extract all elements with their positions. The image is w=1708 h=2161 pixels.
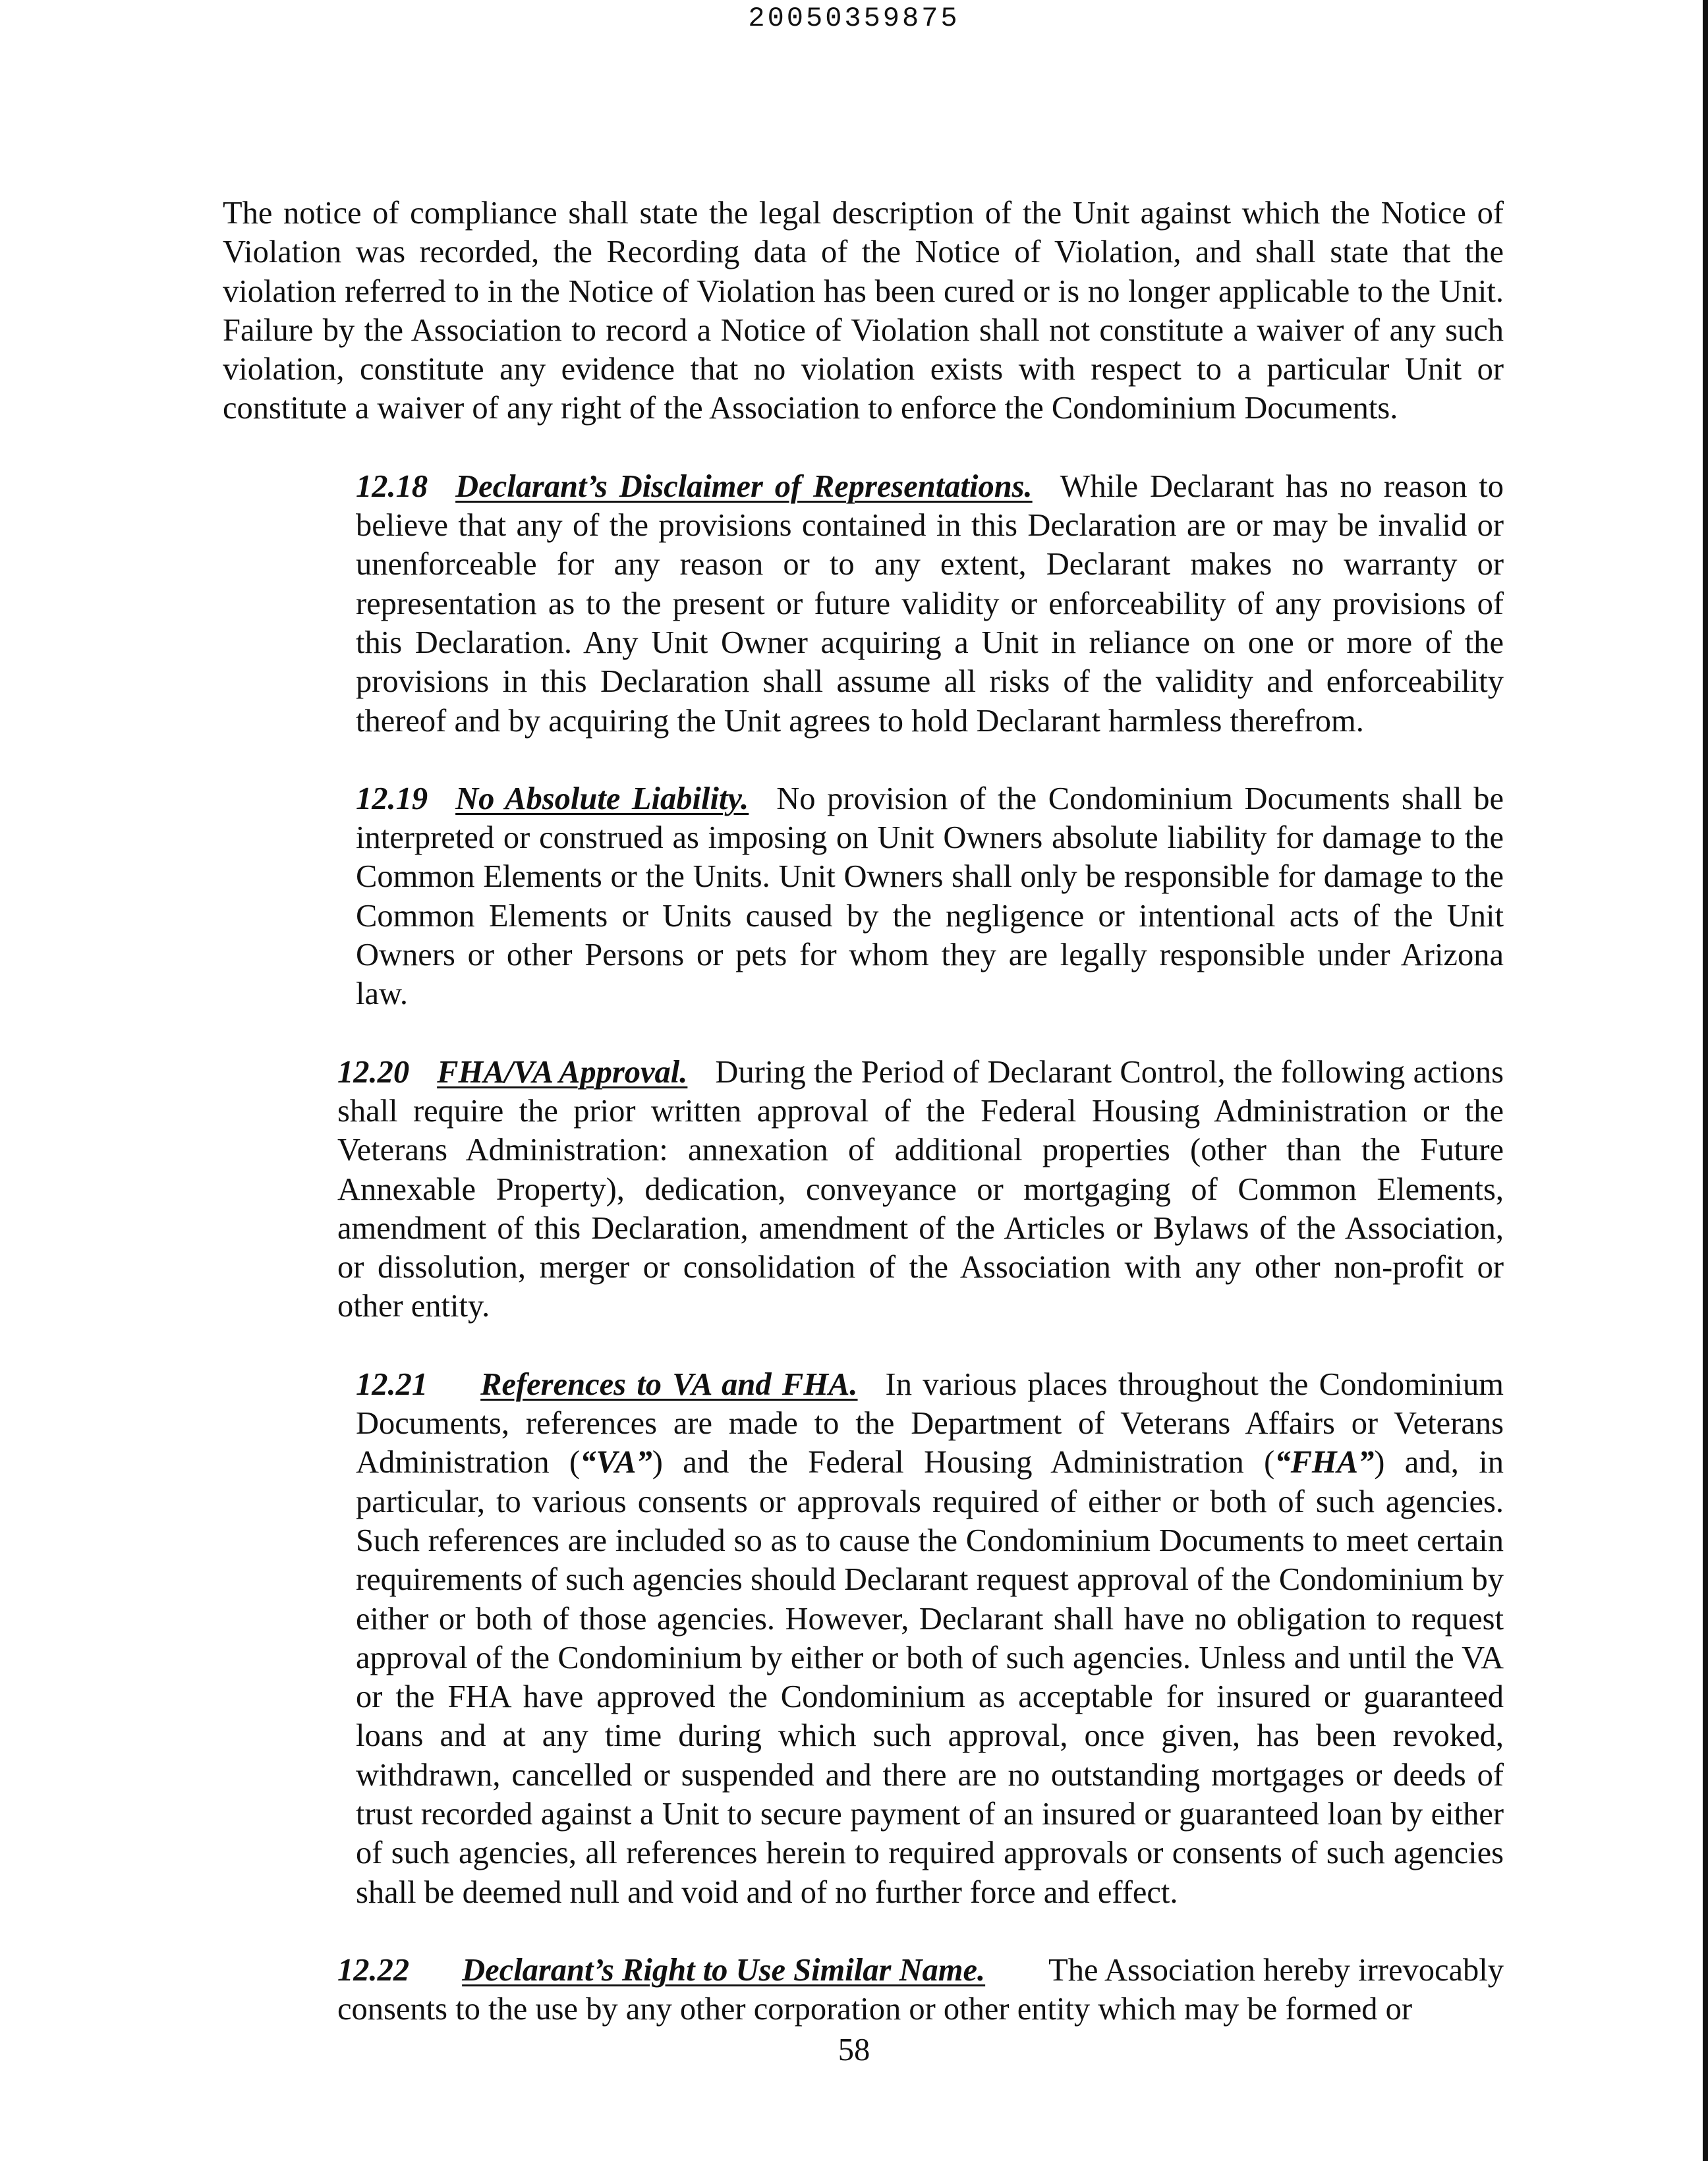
section-number: 12.19 bbox=[356, 781, 428, 816]
section-number: 12.18 bbox=[356, 468, 428, 504]
section-12-20 bbox=[223, 1053, 1504, 1326]
section-12-19 bbox=[223, 779, 1504, 1014]
section-number: 12.22 bbox=[337, 1952, 410, 1988]
section-12-21 bbox=[223, 1365, 1504, 1912]
section-title: References to VA and FHA. bbox=[480, 1366, 858, 1402]
section-body: While Declarant has no reason to believe that any of the provisions contained in this Declaration are or may be invalid or unenforceable for any reason or to any extent, Declarant makes no warranty or representation as to the present or future validity or enforceability of any provisions of this Declaration. Any Unit Owner acquiring a Unit in reliance on one or more of the provisions in this Declaration shall assume all risks of the validity and enforceability thereof and by acquiring the Unit agrees to hold Declarant harmless therefrom. bbox=[356, 468, 1504, 739]
section-12-18 bbox=[223, 467, 1504, 741]
page-body bbox=[223, 194, 1504, 2029]
section-12-22-paragraph bbox=[223, 1951, 1504, 2029]
section-12-19-paragraph bbox=[223, 779, 1504, 1014]
document-number: 20050359875 bbox=[748, 3, 960, 34]
section-body: During the Period of Declarant Control, the following actions shall require the prior written approval of the Federal Housing Administration or the Veterans Administration: annexation of additional properties (other than the Future Annexable Property), dedication, conveyance or mortgaging of Common Elements, amendment of this Declaration, amendment of the Articles or Bylaws of the Association, or dissolution, merger or consolidation of the Association with any other non-profit or other entity. bbox=[337, 1054, 1504, 1324]
section-title: FHA/VA Approval. bbox=[437, 1054, 688, 1090]
page-number: 58 bbox=[838, 2033, 870, 2067]
scan-edge-border bbox=[1703, 0, 1708, 2161]
section-number: 12.20 bbox=[337, 1054, 410, 1090]
section-title: No Absolute Liability. bbox=[455, 781, 749, 816]
section-number: 12.21 bbox=[356, 1366, 428, 1402]
section-12-22 bbox=[223, 1951, 1504, 2029]
section-body-part1: In various places throughout the Condominium Documents, references are made to the Department of Veterans Affairs or Veterans Administration ( bbox=[356, 1366, 1504, 1480]
continuation-paragraph bbox=[223, 194, 1504, 428]
continuation-text: The notice of compliance shall state the legal description of the Unit against which the Notice of Violation was recorded, the Recording data of the Notice of Violation, and shall state that the violation referred to in the Notice of Violation has been cured or is no longer applicable to the Unit. Failure by the Association to record a Notice of Violation shall not constitute a waiver of any such violation, constitute any evidence that no violation exists with respect to a particular Unit or constitute a waiver of any right of the Association to enforce the Condominium Documents. bbox=[223, 196, 1504, 426]
section-body-part2: ) and the Federal Housing Administration ( bbox=[652, 1445, 1275, 1480]
section-12-21-paragraph bbox=[223, 1365, 1504, 1912]
defined-term-va: “VA” bbox=[580, 1445, 652, 1480]
section-title: Declarant’s Right to Use Similar Name. bbox=[462, 1952, 986, 1988]
section-12-20-paragraph bbox=[223, 1053, 1504, 1326]
section-12-18-paragraph bbox=[223, 467, 1504, 741]
section-body-part3: ) and, in particular, to various consents or approvals required of either or both of such agencies. Such references are included so as to cause the Condominium Documents to meet certain requirements of such agencies should Declarant request approval of the Condominium by either or both of those agencies. However, Declarant shall have no obligation to request approval of the Condominium by either or both of such agencies. Unless and until the VA or the FHA have approved the Condominium as acceptable for insured or guaranteed loans and at any time during which such approval, once given, has been revoked, withdrawn, cancelled or suspended and there are no outstanding mortgages or deeds of trust recorded against a Unit to secure payment of an insured or guaranteed loan by either of such agencies, all references herein to required approvals or consents of such agencies shall be deemed null and void and of no further force and effect. bbox=[356, 1445, 1504, 1910]
defined-term-fha: “FHA” bbox=[1274, 1445, 1375, 1480]
section-body: The Association hereby irrevocably consents to the use by any other corporation or other entity which may be formed or bbox=[337, 1952, 1504, 2027]
section-body: No provision of the Condominium Documents shall be interpreted or construed as imposing on Unit Owners absolute liability for damage to the Common Elements or the Units. Unit Owners shall only be responsible for damage to the Common Elements or Units caused by the negligence or intentional acts of the Unit Owners or other Persons or pets for whom they are legally responsible under Arizona law. bbox=[356, 781, 1504, 1012]
section-title: Declarant’s Disclaimer of Representations. bbox=[455, 468, 1033, 504]
